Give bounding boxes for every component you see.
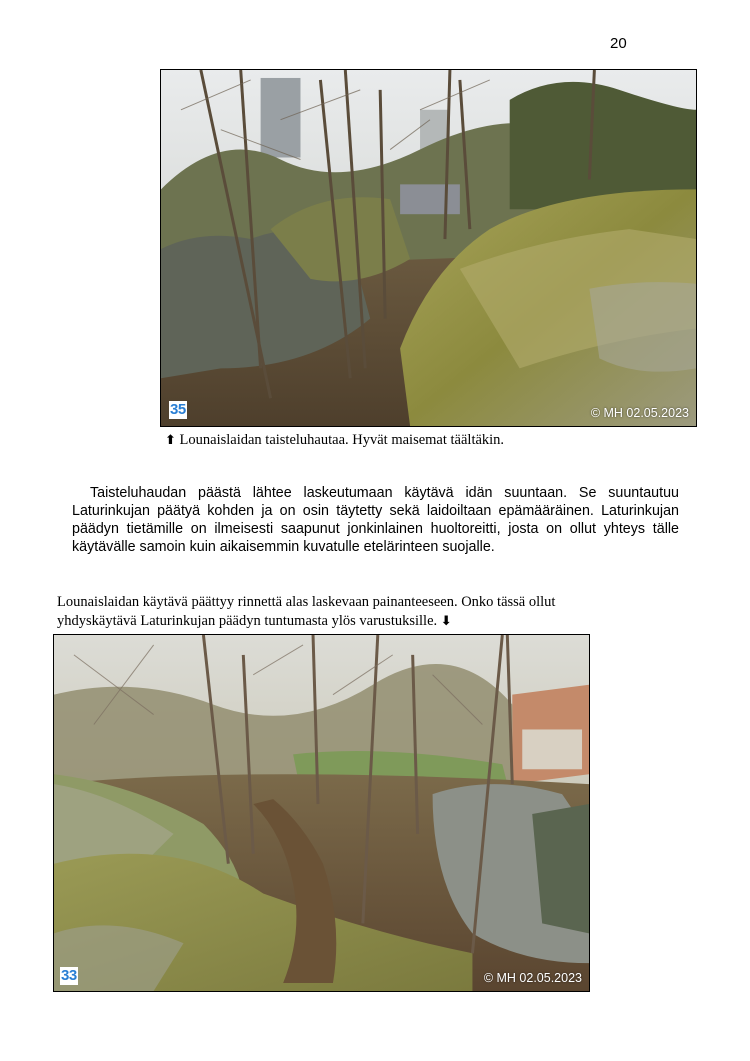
photo-copyright: © MH 02.05.2023	[590, 406, 689, 420]
photo-caption	[57, 593, 597, 631]
down-arrow-icon: ⬇	[440, 614, 452, 629]
photo-caption-text: Lounaislaidan taisteluhautaa. Hyvät maisemat täältäkin.	[179, 432, 505, 448]
page-number: 20	[610, 35, 627, 52]
photo-slope-path	[53, 634, 590, 992]
photo-caption	[165, 432, 504, 449]
up-arrow-icon: ⬆	[165, 433, 176, 448]
photo-number-badge: 33	[61, 967, 77, 984]
photo-copyright: © MH 02.05.2023	[483, 971, 582, 985]
photo-trench-image	[161, 70, 696, 426]
photo-caption-text: Lounaislaidan käytävä päättyy rinnettä alas laskevaan painanteeseen. Onko tässä ollut yhdyskäytävä Laturinkujan päädyn tuntumasta ylös varustuksille.	[57, 594, 556, 629]
photo-number-badge: 35	[170, 401, 186, 418]
photo-trench	[160, 69, 697, 427]
photo-slope-path-image	[54, 635, 589, 991]
body-paragraph: Taisteluhaudan päästä lähtee laskeutumaan käytävä idän suuntaan. Se suuntautuu Laturinkujan päätyä kohden ja on osin täytetty sekä laidoiltaan epämääräinen. Laturinkujan päädyn tietämille on ilmeisesti saapunut jonkinlainen huoltoreitti, josta on ollut yhteys tälle käytävälle samoin kuin aikaisemmin kuvatulle etelärinteen suojalle.	[72, 485, 679, 555]
